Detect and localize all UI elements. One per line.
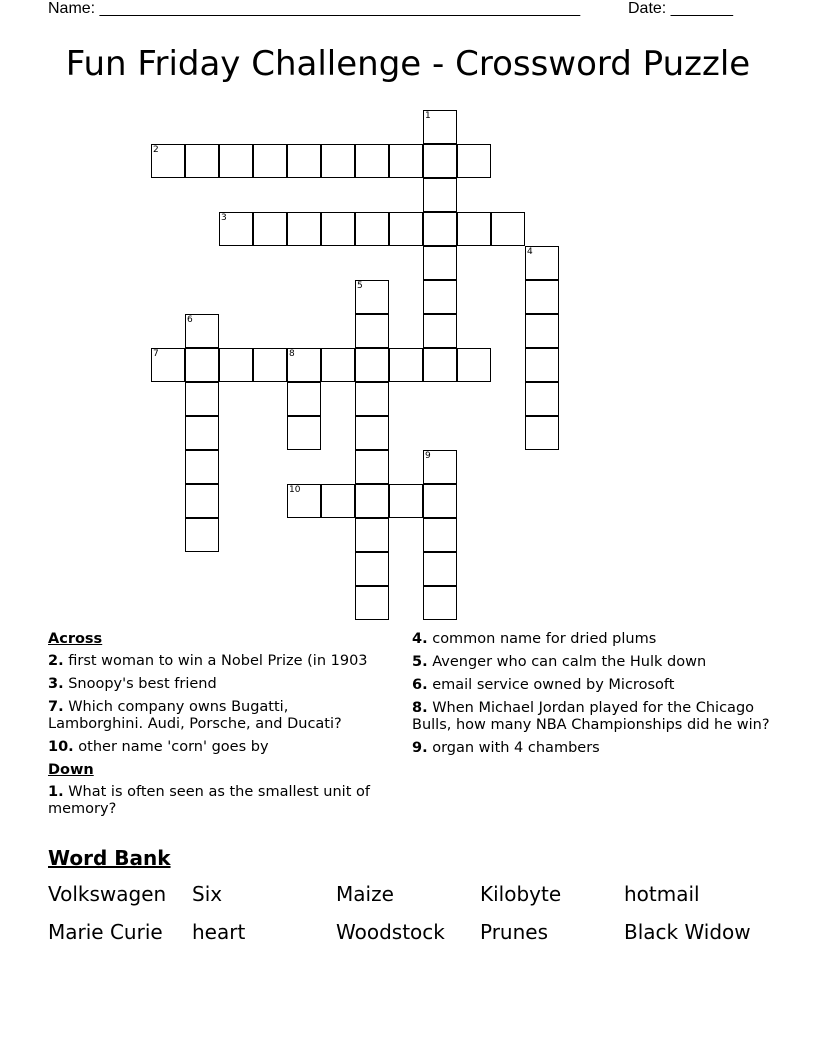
word-bank-item: hotmail	[624, 882, 700, 906]
clue-number-label: 1	[425, 111, 431, 121]
grid-cell[interactable]	[253, 348, 287, 382]
grid-cell[interactable]	[355, 586, 389, 620]
clue-number-label: 6	[187, 315, 193, 325]
clue-text: organ with 4 chambers	[432, 740, 600, 756]
grid-cell[interactable]	[457, 212, 491, 246]
down-heading: Down	[48, 762, 94, 778]
word-bank-item: Six	[192, 882, 223, 906]
grid-cell[interactable]	[491, 212, 525, 246]
clue-number: 2.	[48, 653, 64, 669]
grid-cell[interactable]	[253, 212, 287, 246]
clue-text: common name for dried plums	[432, 631, 657, 647]
grid-cell[interactable]	[185, 348, 219, 382]
clue-down-8	[412, 700, 772, 734]
clue-across-2	[48, 653, 378, 670]
grid-cell[interactable]	[287, 212, 321, 246]
clue-number-label: 7	[153, 349, 159, 359]
clue-number: 4.	[412, 631, 428, 647]
clue-down-9	[412, 740, 772, 757]
page-title: Fun Friday Challenge - Crossword Puzzle	[65, 44, 751, 84]
across-heading: Across	[48, 631, 103, 647]
grid-cell[interactable]	[185, 484, 219, 518]
clue-number: 5.	[412, 654, 428, 670]
grid-cell[interactable]	[423, 246, 457, 280]
grid-cell[interactable]	[185, 450, 219, 484]
grid-cell[interactable]	[355, 518, 389, 552]
clue-down-4	[412, 631, 772, 648]
grid-cell[interactable]	[355, 416, 389, 450]
clue-number: 1.	[48, 784, 64, 800]
grid-cell[interactable]	[525, 348, 559, 382]
clue-number-label: 5	[357, 281, 363, 291]
grid-cell[interactable]	[355, 314, 389, 348]
grid-cell[interactable]	[423, 212, 457, 246]
grid-cell[interactable]	[423, 552, 457, 586]
grid-cell[interactable]	[525, 314, 559, 348]
clue-text: other name 'corn' goes by	[78, 739, 269, 755]
clue-number-label: 10	[289, 485, 301, 495]
grid-cell[interactable]	[525, 382, 559, 416]
grid-cell[interactable]	[253, 144, 287, 178]
grid-cell[interactable]	[389, 144, 423, 178]
grid-cell[interactable]	[185, 518, 219, 552]
word-bank-item: Woodstock	[336, 920, 445, 944]
grid-cell[interactable]	[321, 212, 355, 246]
grid-cell[interactable]	[389, 348, 423, 382]
clue-number-label: 9	[425, 451, 431, 461]
clue-number-label: 8	[289, 349, 295, 359]
grid-cell[interactable]	[321, 484, 355, 518]
clue-text: email service owned by Microsoft	[432, 677, 675, 693]
clue-number-label: 4	[527, 247, 533, 257]
grid-cell[interactable]	[287, 144, 321, 178]
clue-number: 3.	[48, 676, 64, 692]
grid-cell[interactable]	[423, 314, 457, 348]
grid-cell[interactable]	[457, 348, 491, 382]
word-bank-title: Word Bank	[48, 846, 171, 870]
grid-cell[interactable]	[185, 144, 219, 178]
clue-text: Avenger who can calm the Hulk down	[432, 654, 707, 670]
grid-cell[interactable]	[355, 144, 389, 178]
grid-cell[interactable]	[355, 450, 389, 484]
clue-number-label: 3	[221, 213, 227, 223]
grid-cell[interactable]	[321, 144, 355, 178]
grid-cell[interactable]	[389, 484, 423, 518]
grid-cell[interactable]	[185, 416, 219, 450]
clue-across-7	[48, 699, 378, 733]
clue-text: Which company owns Bugatti, Lamborghini. Audi, Porsche, and Ducati?	[48, 699, 342, 732]
word-bank-item: heart	[192, 920, 246, 944]
clue-down-5	[412, 654, 772, 671]
clue-number: 10.	[48, 739, 74, 755]
grid-cell[interactable]	[525, 416, 559, 450]
word-bank	[48, 882, 768, 944]
grid-cell[interactable]	[423, 178, 457, 212]
grid-cell[interactable]	[185, 382, 219, 416]
grid-cell[interactable]	[423, 586, 457, 620]
grid-cell[interactable]	[219, 348, 253, 382]
clues-left-column	[48, 631, 378, 824]
grid-cell[interactable]	[287, 382, 321, 416]
clue-text: first woman to win a Nobel Prize (in 1903	[68, 653, 368, 669]
grid-cell[interactable]	[287, 416, 321, 450]
grid-cell[interactable]	[525, 280, 559, 314]
word-bank-item: Prunes	[480, 920, 549, 944]
grid-cell[interactable]	[219, 144, 253, 178]
clue-text: Snoopy's best friend	[68, 676, 217, 692]
clue-number: 7.	[48, 699, 64, 715]
grid-cell[interactable]	[423, 348, 457, 382]
grid-cell[interactable]	[355, 484, 389, 518]
grid-cell[interactable]	[457, 144, 491, 178]
clue-number: 6.	[412, 677, 428, 693]
grid-cell[interactable]	[423, 280, 457, 314]
grid-cell[interactable]	[389, 212, 423, 246]
clue-text: When Michael Jordan played for the Chicago Bulls, how many NBA Championships did he win?	[412, 700, 770, 733]
word-bank-item: Maize	[336, 882, 394, 906]
date-field-line[interactable]: Date: _______	[628, 0, 733, 17]
clue-number: 8.	[412, 700, 428, 716]
word-bank-item: Kilobyte	[480, 882, 562, 906]
name-field-line[interactable]: Name: ______________________________________________________	[48, 0, 581, 17]
word-bank-item: Marie Curie	[48, 920, 163, 944]
grid-cell[interactable]	[355, 552, 389, 586]
clue-across-10	[48, 739, 378, 756]
clue-text: What is often seen as the smallest unit of memory?	[48, 784, 370, 817]
grid-cell[interactable]	[355, 348, 389, 382]
grid-cell[interactable]	[423, 144, 457, 178]
grid-cell[interactable]	[355, 212, 389, 246]
grid-cell[interactable]	[423, 484, 457, 518]
grid-cell[interactable]	[321, 348, 355, 382]
clue-number-label: 2	[153, 145, 159, 155]
clues-right-column	[412, 631, 772, 763]
word-bank-item: Black Widow	[624, 920, 751, 944]
word-bank-item: Volkswagen	[48, 882, 167, 906]
clue-across-3	[48, 676, 378, 693]
grid-cell[interactable]	[355, 382, 389, 416]
clue-number: 9.	[412, 740, 428, 756]
clue-down-1	[48, 784, 378, 818]
grid-cell[interactable]	[423, 518, 457, 552]
clue-down-6	[412, 677, 772, 694]
